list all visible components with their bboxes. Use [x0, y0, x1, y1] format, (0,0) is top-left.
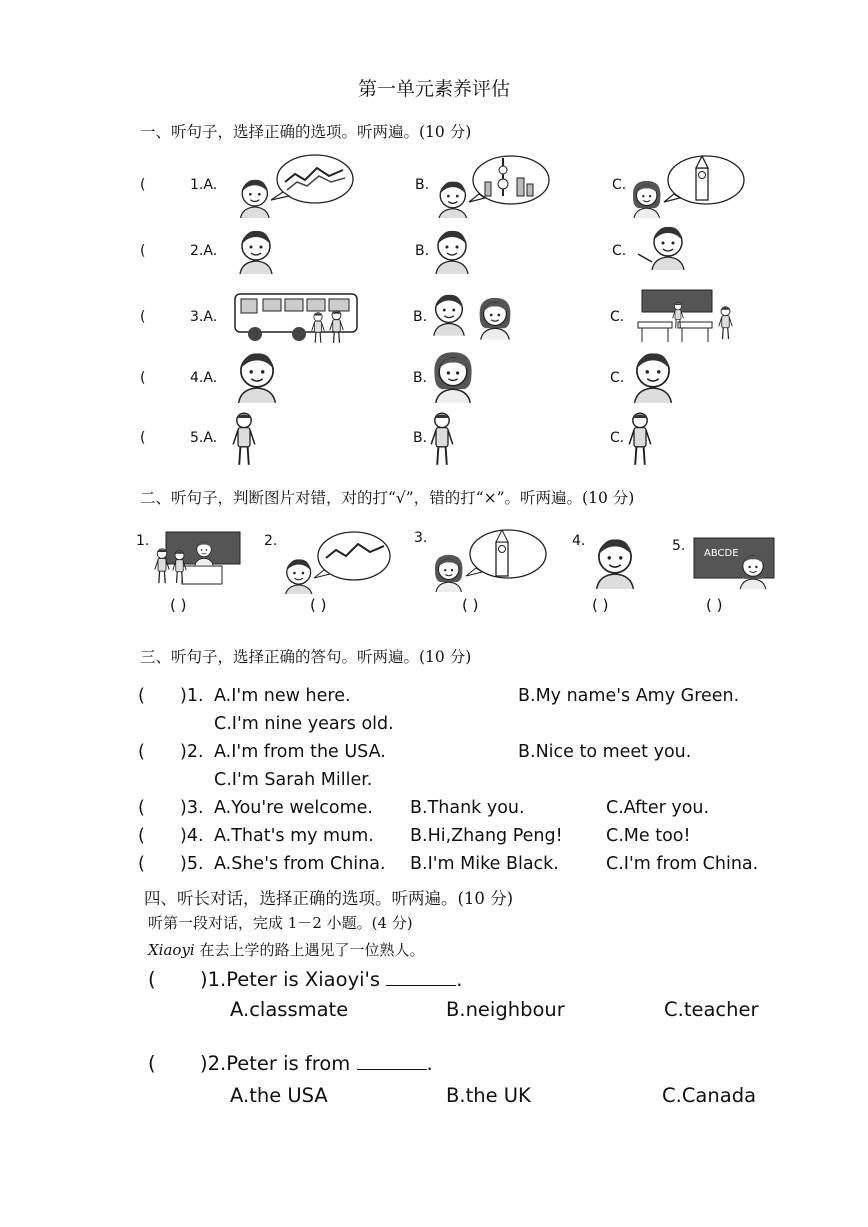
item-5-label: 5.A. [190, 430, 218, 446]
q4-2-option-c: C.Canada [662, 1084, 757, 1107]
standing-girl-icon [430, 412, 460, 468]
page-title: 第一单元素养评估 [357, 78, 510, 100]
item-5-option-b: B. [413, 430, 428, 446]
answer-paren: ( [138, 854, 145, 874]
item-1-option-c: C. [612, 177, 627, 193]
section-4-heading: 四、听长对话，选择正确的选项。听两遍。(10 分) [144, 889, 514, 908]
item-2-option-c: C. [612, 243, 627, 259]
answer-blank[interactable] [357, 1052, 427, 1070]
judge-item-3-label: 3. [414, 530, 428, 546]
context-name: Xiaoyi [148, 941, 195, 959]
answer-paren: ( [138, 798, 145, 818]
answer-paren: ( [140, 430, 146, 446]
man-face-icon [630, 350, 684, 406]
q3-3-number: )3. [180, 798, 204, 818]
section-4-instruction: 听第一段对话，完成 1－2 小题。(4 分) [148, 914, 413, 932]
two-kids-greeting-icon [430, 288, 522, 346]
q3-5-option-a: A.She's from China. [214, 854, 386, 874]
q3-2-option-c: C.I'm Sarah Miller. [214, 770, 373, 790]
item-3-option-c: C. [610, 309, 625, 325]
boy-face-icon [234, 350, 288, 406]
section-2-heading: 二、听句子，判断图片对错，对的打“√”，错的打“×”。听两遍。(10 分) [140, 489, 635, 507]
answer-paren: ( [138, 686, 145, 706]
item-4-label: 4.A. [190, 370, 218, 386]
answer-blank[interactable] [386, 968, 456, 986]
item-4-option-b: B. [413, 370, 428, 386]
q3-5-option-b: B.I'm Mike Black. [410, 854, 559, 874]
q4-1-option-c: C.teacher [664, 998, 759, 1021]
item-5-option-c: C. [610, 430, 625, 446]
answer-paren: ( [148, 1052, 156, 1075]
q4-1-option-b: B.neighbour [446, 998, 565, 1021]
judge-answer-1[interactable]: ( ) [170, 596, 187, 614]
q3-2-number: )2. [180, 742, 204, 762]
q3-4-number: )4. [180, 826, 204, 846]
answer-paren: ( [138, 826, 145, 846]
section-1-heading: 一、听句子，选择正确的选项。听两遍。(10 分) [140, 123, 472, 141]
q3-4-option-c: C.Me too! [606, 826, 691, 846]
q4-2-option-a: A.the USA [230, 1084, 328, 1107]
q3-1-option-a: A.I'm new here. [214, 686, 351, 706]
answer-paren: ( [140, 309, 146, 325]
item-3-option-b: B. [413, 309, 428, 325]
judge-item-1-label: 1. [136, 533, 150, 549]
board-text: ABCDE [704, 548, 739, 559]
girl-thinking-big-ben-icon [430, 526, 548, 592]
q3-1-option-c: C.I'm nine years old. [214, 714, 394, 734]
item-2-option-b: B. [415, 243, 430, 259]
q3-3-option-a: A.You're welcome. [214, 798, 373, 818]
q3-5-option-c: C.I'm from China. [606, 854, 759, 874]
standing-boy-cap-icon [628, 412, 658, 468]
item-3-label: 3.A. [190, 309, 218, 325]
section-4-context [148, 939, 425, 960]
item-2-label: 2.A. [190, 243, 218, 259]
judge-answer-5[interactable]: ( ) [706, 596, 723, 614]
judge-answer-4[interactable]: ( ) [592, 596, 609, 614]
boy-portrait-icon [592, 536, 648, 592]
school-bus-icon [233, 288, 361, 346]
q3-5-number: )5. [180, 854, 204, 874]
answer-paren: ( [148, 968, 156, 991]
q4-1-option-a: A.classmate [230, 998, 349, 1021]
q4-1-stem-text: )1.Peter is Xiaoyi's [200, 968, 381, 991]
girl-thinking-big-ben-icon [628, 152, 748, 218]
boy-thinking-great-wall-icon [280, 528, 392, 594]
q3-3-option-b: B.Thank you. [410, 798, 525, 818]
judge-item-4-label: 4. [572, 533, 586, 549]
woman-face-icon [430, 350, 484, 406]
q4-2-stem: )2.Peter is from . [200, 1052, 433, 1075]
q3-2-option-b: B.Nice to meet you. [518, 742, 692, 762]
item-4-option-c: C. [610, 370, 625, 386]
q3-1-number: )1. [180, 686, 204, 706]
teacher-at-blackboard-icon [692, 536, 778, 592]
standing-boy-icon [232, 412, 262, 468]
judge-item-5-label: 5. [672, 538, 686, 554]
q3-2-option-a: A.I'm from the USA. [214, 742, 386, 762]
q4-1-stem: )1.Peter is Xiaoyi's . [200, 968, 463, 991]
section-3-heading: 三、听句子，选择正确的答句。听两遍。(10 分) [140, 648, 472, 666]
judge-answer-2[interactable]: ( ) [310, 596, 327, 614]
boy-portrait-icon [432, 228, 482, 276]
item-1-option-b: B. [415, 177, 430, 193]
judge-answer-3[interactable]: ( ) [462, 596, 479, 614]
answer-paren: ( [140, 177, 146, 193]
q3-1-option-b: B.My name's Amy Green. [518, 686, 740, 706]
boy-portrait-icon [236, 228, 286, 276]
q4-2-stem-text: )2.Peter is from [200, 1052, 351, 1075]
item-1-label: 1.A. [190, 177, 218, 193]
teacher-with-students-icon [152, 530, 244, 592]
q4-2-option-b: B.the UK [446, 1084, 531, 1107]
answer-paren: ( [140, 243, 146, 259]
q3-4-option-b: B.Hi,Zhang Peng! [410, 826, 563, 846]
boy-pointing-icon [636, 224, 692, 276]
boy-thinking-shanghai-icon [433, 152, 553, 218]
boy-thinking-great-wall-icon [235, 152, 355, 218]
answer-paren: ( [138, 742, 145, 762]
classroom-icon [632, 288, 740, 346]
judge-item-2-label: 2. [264, 533, 278, 549]
q3-4-option-a: A.That's my mum. [214, 826, 374, 846]
answer-paren: ( [140, 370, 146, 386]
q3-3-option-c: C.After you. [606, 798, 710, 818]
context-text: 在去上学的路上遇见了一位熟人。 [194, 941, 425, 959]
